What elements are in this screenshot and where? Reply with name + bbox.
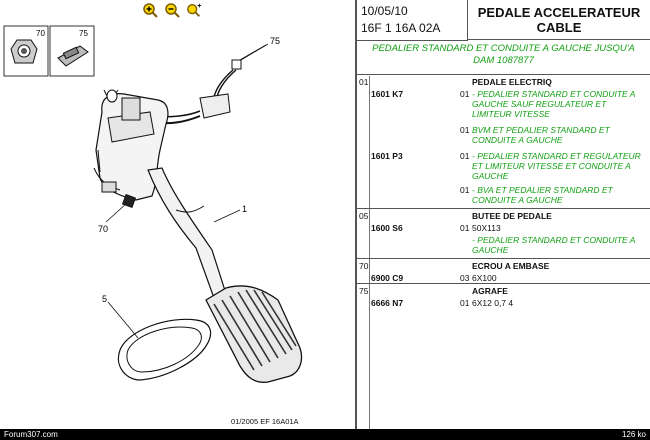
desc-line: BVM ET PEDALIER STANDARD ET (472, 125, 610, 135)
part-desc (472, 185, 647, 205)
desc-line: - PEDALIER STANDARD ET CONDUITE A (472, 89, 636, 99)
part-desc (472, 89, 647, 119)
nut-drawing (11, 40, 37, 63)
title-line-1: PEDALE ACCELERATEUR (477, 5, 641, 20)
file-size: 126 ko (621, 430, 646, 439)
header-code: 16F 1 16A 02A (361, 21, 441, 35)
part-number: 75 (359, 286, 369, 296)
note-line-2: DAM 1087877 (473, 55, 534, 66)
header-note (357, 43, 650, 67)
part-desc (472, 235, 647, 255)
parts-list-panel (357, 0, 650, 440)
part-number: 70 (359, 261, 369, 271)
section-rule (357, 283, 650, 284)
part-qty: 01 (460, 125, 470, 135)
part-dimension: 50X113 (472, 223, 501, 233)
desc-line: CONDUITE A GAUCHE (472, 195, 563, 205)
desc-line: LIMITEUR VITESSE (472, 109, 550, 119)
part-number: 01 (359, 77, 369, 87)
desc-line: GAUCHE (472, 245, 509, 255)
part-qty: 01 (460, 223, 470, 233)
note-line-1: PEDALIER STANDARD ET CONDUITE A GAUCHE JUSQU'A (372, 43, 635, 54)
part-number: 05 (359, 211, 369, 221)
header-title (468, 0, 650, 40)
part-qty: 03 (460, 273, 470, 283)
section-rule (357, 208, 650, 209)
desc-line: - PEDALIER STANDARD ET CONDUITE A (472, 235, 636, 245)
part-title: PEDALE ELECTRIQ (472, 77, 552, 87)
part-desc (472, 125, 647, 145)
part-ref: 1601 P3 (371, 151, 403, 161)
callout-70: 70 (98, 224, 109, 234)
site-label: Forum307.com (4, 430, 58, 439)
part-qty: 01 (460, 89, 470, 99)
part-qty: 01 (460, 185, 470, 195)
part-title: AGRAFE (472, 286, 508, 296)
desc-line: - BVA ET PEDALIER STANDARD ET (472, 185, 613, 195)
part-ref: 1600 S6 (371, 223, 403, 233)
callout-5: 5 (102, 294, 108, 304)
status-bar (0, 429, 650, 440)
callout-1: 1 (242, 204, 248, 214)
part-qty: 01 (460, 151, 470, 161)
part-dimension: 6X100 (472, 273, 497, 283)
desc-line: GAUCHE (472, 171, 509, 181)
header-meta (357, 0, 468, 41)
section-rule (357, 258, 650, 259)
part-title: BUTEE DE PEDALE (472, 211, 552, 221)
part-dimension: 6X12 0,7 4 (472, 298, 514, 308)
header-date: 10/05/10 (361, 4, 408, 18)
desc-line: GAUCHE SAUF REGULATEUR ET (472, 99, 607, 109)
part-ref: 6666 N7 (371, 298, 404, 308)
part-ref: 6900 C9 (371, 273, 404, 283)
desc-line: ET LIMITEUR VITESSE ET CONDUITE A (472, 161, 631, 171)
desc-line: CONDUITE A GAUCHE (472, 135, 563, 145)
part-qty: 01 (460, 298, 470, 308)
callout-70-box: 70 (36, 29, 45, 38)
part-desc (472, 151, 647, 181)
callout-75: 75 (270, 36, 281, 46)
drawing-reference: 01/2005 EF 16A01A (231, 417, 299, 426)
title-line-2: CABLE (536, 20, 582, 35)
part-title: ECROU A EMBASE (472, 261, 550, 271)
desc-line: - PEDALIER STANDARD ET REGULATEUR (472, 151, 641, 161)
part-ref: 1601 K7 (371, 89, 404, 99)
section-rule (357, 74, 650, 75)
callout-75-box: 75 (79, 29, 88, 38)
